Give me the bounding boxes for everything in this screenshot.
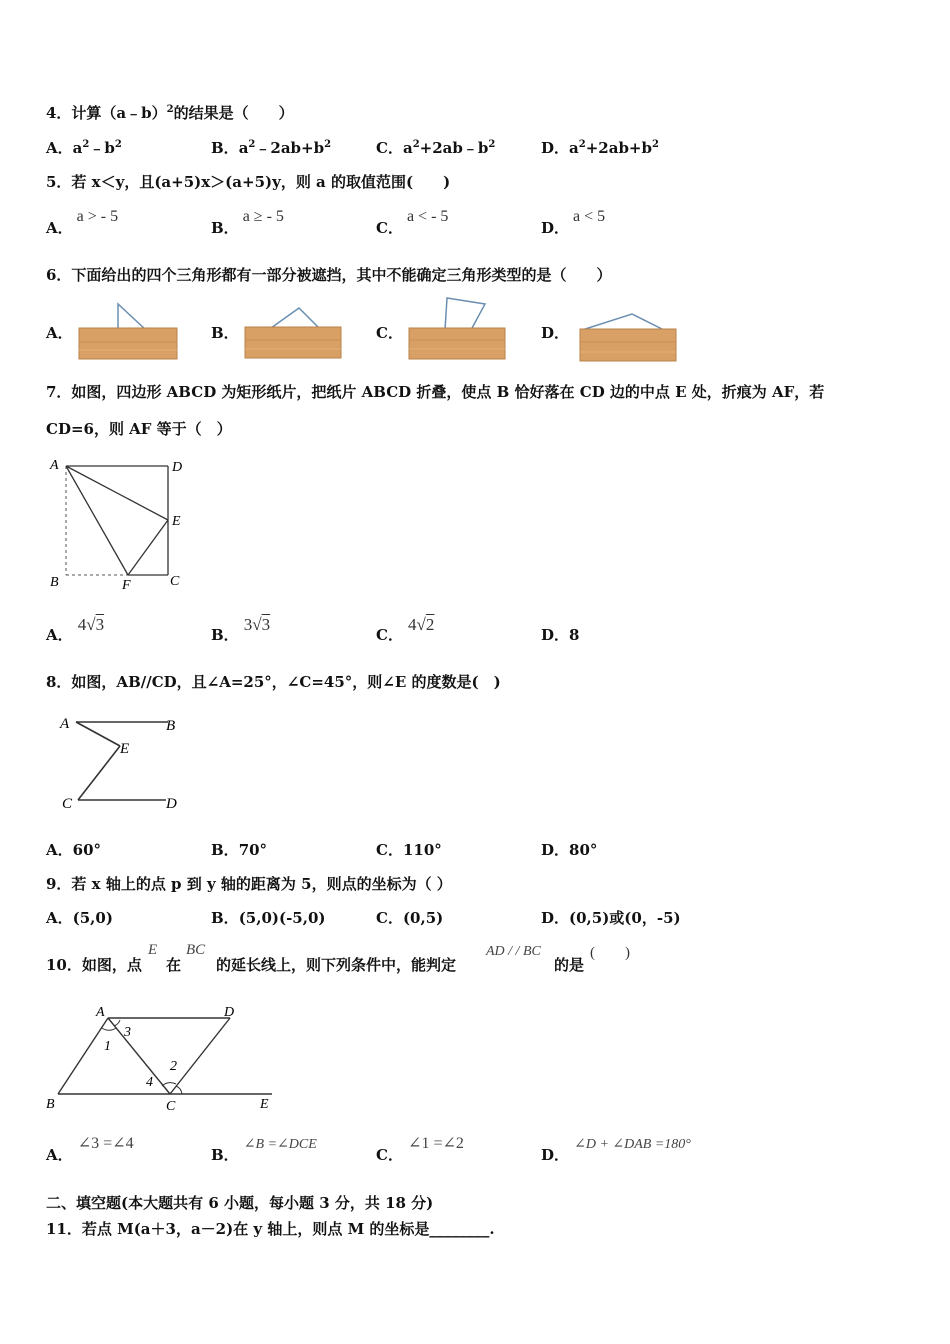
q10-label-e: E — [260, 1097, 269, 1112]
q5-option-a[interactable]: A．a > - 5 — [46, 208, 119, 237]
q6-option-d-figure[interactable] — [576, 304, 680, 364]
q7-option-d[interactable]: D．8 — [541, 626, 580, 644]
q8-option-b[interactable]: B．70° — [211, 841, 268, 859]
q10-label-a: A — [96, 1005, 105, 1020]
q6-option-c-figure[interactable] — [405, 294, 509, 362]
q10-math-bc: BC — [186, 942, 206, 958]
q10-option-c[interactable]: C． ∠1 =∠2 — [376, 1135, 464, 1164]
q10-angle-2: 2 — [170, 1059, 177, 1074]
q4-option-d[interactable]: D．$a^2+2ab+b^2$ — [541, 139, 659, 157]
q10-math-e: E — [148, 942, 158, 958]
section-2-title: 二、填空题(本大题共有 6 小题，每小题 3 分，共 18 分) — [46, 1194, 434, 1212]
q4-option-b[interactable]: B．$a^2﹣2ab+b^2$ — [211, 139, 332, 157]
q5-stem: 5．若 x＜y，且(a+5)x＞(a+5)y，则 a 的取值范围( ) — [46, 173, 451, 191]
q10-option-a[interactable]: A． ∠3 =∠4 — [46, 1135, 134, 1164]
q7-label-d: D — [172, 460, 183, 475]
q6-option-d-letter[interactable]: D． — [541, 324, 570, 342]
q6-option-b-figure[interactable] — [241, 300, 345, 362]
q10-stem-part3: 的延长线上，则下列条件中，能判定 — [216, 956, 457, 974]
sqrt-icon: √ — [416, 615, 426, 634]
q10-stem-part1: 10．如图，点 — [46, 956, 142, 974]
q8-option-c[interactable]: C．110° — [376, 841, 442, 859]
q7-label-e: E — [172, 514, 181, 529]
sqrt-icon: √ — [252, 615, 262, 634]
q8-option-a[interactable]: A．60° — [46, 841, 102, 859]
q10-option-d[interactable]: D． ∠D + ∠DAB =180° — [541, 1137, 691, 1164]
q8-figure — [56, 708, 196, 818]
q5-option-b[interactable]: B．a ≥ - 5 — [211, 208, 284, 237]
q7-label-b: B — [50, 575, 59, 590]
q4-option-a[interactable]: A．$a^2﹣b^2$ — [46, 139, 122, 157]
q6-option-a-figure[interactable] — [76, 300, 180, 362]
q6-option-a-letter[interactable]: A． — [46, 324, 73, 342]
q8-label-b: B — [166, 718, 176, 734]
q9-stem: 9．若 x 轴上的点 p 到 y 轴的距离为 5，则点的坐标为（ ） — [46, 875, 452, 893]
q10-option-b[interactable]: B． ∠B =∠DCE — [211, 1137, 317, 1164]
q6-option-c-letter[interactable]: C． — [376, 324, 403, 342]
q4-stem: 4．计算（a﹣b）$^2$的结果是（ ） — [46, 104, 294, 122]
q5-option-c[interactable]: C．a < - 5 — [376, 208, 449, 237]
q10-stem-part2: 在 — [166, 956, 182, 974]
q9-option-a[interactable]: A．(5,0) — [46, 909, 113, 927]
q7-label-f: F — [122, 578, 131, 592]
q5-option-d[interactable]: D．a < 5 — [541, 208, 606, 237]
q8-stem: 8．如图，AB//CD，且∠A=25°，∠C=45°，则∠E 的度数是( ) — [46, 673, 501, 691]
q9-option-b[interactable]: B．(5,0)(-5,0) — [211, 909, 326, 927]
q9-option-c[interactable]: C．(0,5) — [376, 909, 444, 927]
q7-figure — [46, 452, 196, 592]
q8-label-a: A — [60, 716, 70, 732]
q10-label-c: C — [166, 1099, 176, 1114]
q6-option-b-letter[interactable]: B． — [211, 324, 239, 342]
q7-label-a: A — [50, 458, 59, 473]
q6-stem: 6．下面给出的四个三角形都有一部分被遮挡，其中不能确定三角形类型的是（ ） — [46, 266, 612, 284]
q7-option-b[interactable]: B． 3√3 — [211, 615, 271, 644]
q10-angle-3: 3 — [124, 1025, 131, 1040]
q7-label-c: C — [170, 574, 180, 589]
sqrt-icon: √ — [86, 615, 96, 634]
q7-stem-line2: CD=6，则 AF 等于（ ） — [46, 420, 232, 438]
q10-label-d: D — [224, 1005, 235, 1020]
q10-label-b: B — [46, 1097, 55, 1112]
q7-stem-line1: 7．如图，四边形 ABCD 为矩形纸片，把纸片 ABCD 折叠，使点 B 恰好落在 CD 边的中点 E 处，折痕为 AF，若 — [46, 383, 825, 401]
q7-option-a[interactable]: A． 4√3 — [46, 615, 105, 644]
q10-figure — [40, 1000, 280, 1120]
q10-math-adbc: AD / / BC — [486, 944, 541, 959]
q11-stem: 11．若点 M(a＋3，a－2)在 y 轴上，则点 M 的坐标是________. — [46, 1220, 495, 1238]
q10-stem-paren: ( ) — [590, 945, 630, 961]
q10-stem-part4: 的是 — [554, 956, 585, 974]
q8-option-d[interactable]: D．80° — [541, 841, 598, 859]
q4-option-c[interactable]: C．$a^2+2ab﹣b^2$ — [376, 139, 496, 157]
q8-label-d: D — [166, 796, 177, 812]
q8-label-c: C — [62, 796, 73, 812]
q8-label-e: E — [120, 741, 130, 757]
q9-option-d[interactable]: D．(0,5)或(0，-5) — [541, 909, 681, 927]
q10-angle-1: 1 — [104, 1039, 111, 1054]
q10-angle-4: 4 — [146, 1075, 153, 1090]
q7-option-c[interactable]: C． 4√2 — [376, 615, 435, 644]
